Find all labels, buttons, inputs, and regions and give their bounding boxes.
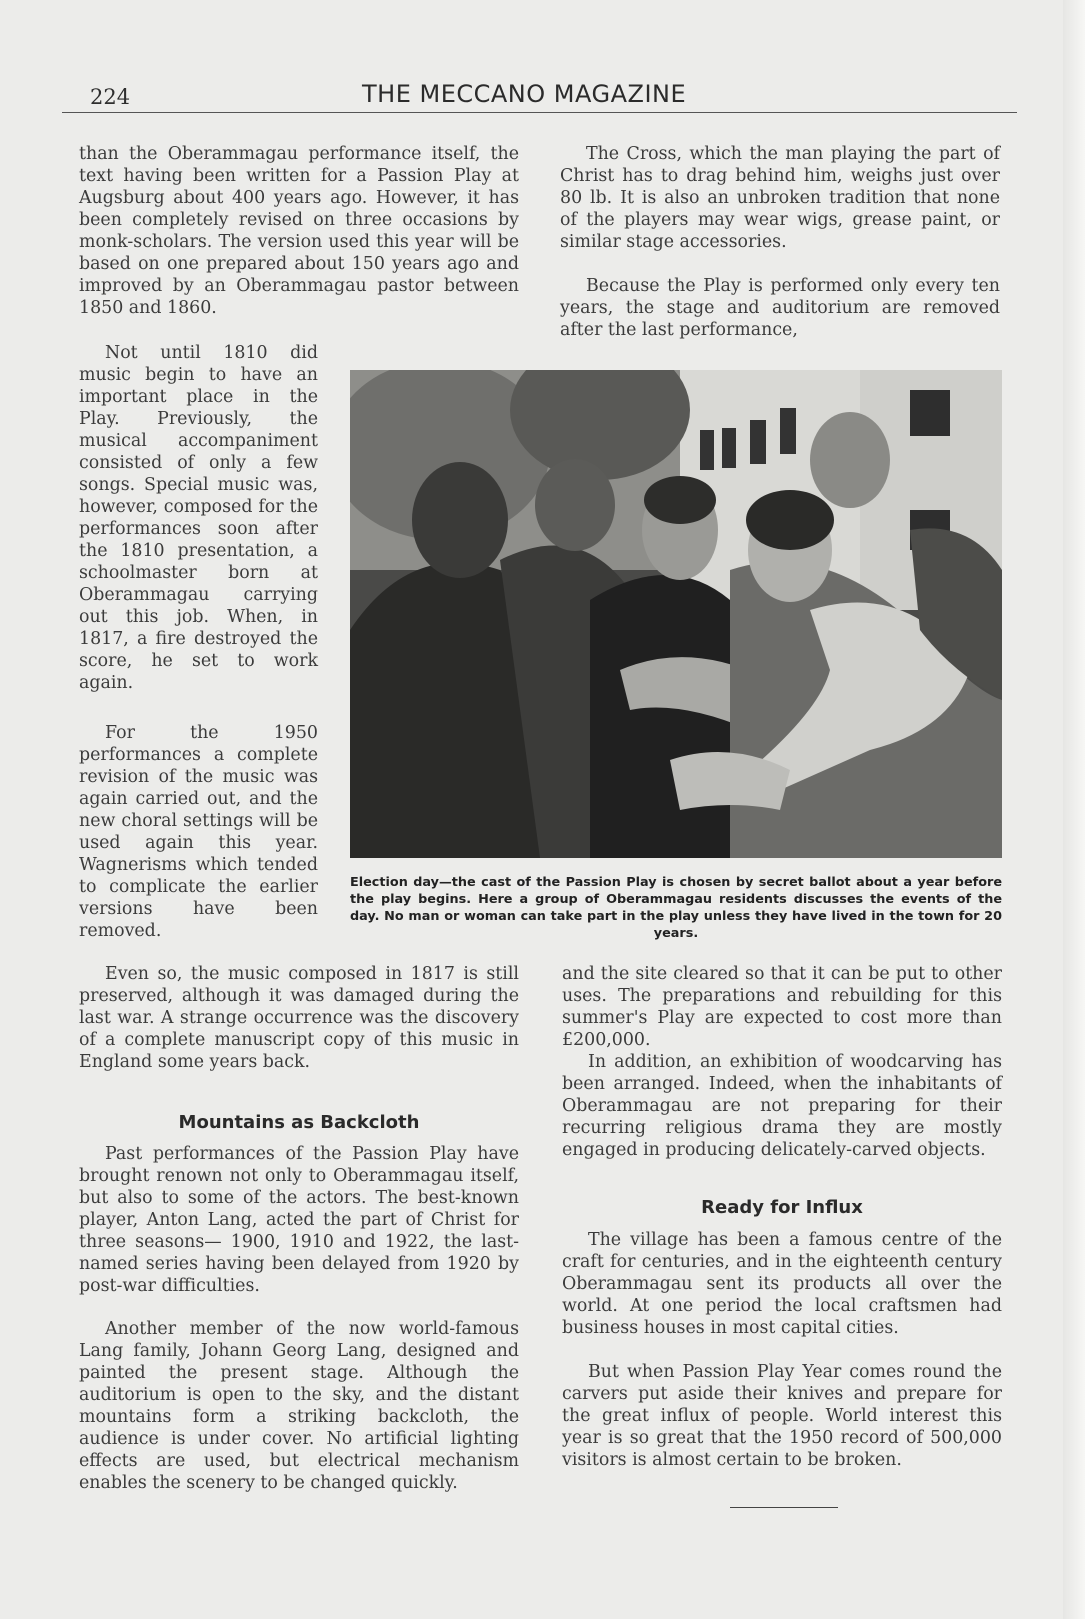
photograph-cast-election	[350, 370, 1002, 858]
photo-illustration	[350, 370, 1002, 858]
col1-paragraph-5: Another member of the now world-famous Lang family, Johann Georg Lang, designed and painted the present stage. Although the auditorium is open to the sky, and the distant mountains form a striking backcloth, the audience is under cover. No artificial lighting effects are used, but electrical mechanism enables the scenery to be changed quickly.	[79, 1319, 519, 1493]
header-rule	[62, 112, 1017, 113]
photo-caption: Election day—the cast of the Passion Play is chosen by secret ballot about a year before the play begins. Here a group of Oberammagau residents discusses the events of the day. No man or woman can take part in the play unless they have lived in the town for 20 years.	[350, 875, 1002, 941]
col1-paragraph-3: Even so, the music composed in 1817 is still preserved, although it was damaged during the last war. A strange occurrence was the discovery of a complete manuscript copy of this music in England some years back.	[79, 964, 519, 1072]
col2-paragraph-2: Because the Play is performed only every ten years, the stage and auditorium are removed after the last performance,	[560, 276, 1000, 340]
col1-paragraph-4: Past performances of the Passion Play have brought renown not only to Oberammagau itself, but also to some of the actors. The best-known player, Anton Lang, acted the part of Christ for three seasons— 1900, 1910 and 1922, the last-named series having been delayed from 1920 by post-war difficulties.	[79, 1144, 519, 1296]
magazine-title: THE MECCANO MAGAZINE	[362, 80, 687, 108]
page-number: 224	[90, 85, 131, 109]
subheading-mountains: Mountains as Backcloth	[178, 1112, 420, 1133]
col2-paragraph-5: The village has been a famous centre of the craft for centuries, and in the eighteenth century Oberammagau sent its products all over the world. At one period the local craftsmen had business houses in most capital cities.	[562, 1230, 1002, 1338]
col2-paragraph-1: The Cross, which the man playing the part of Christ has to drag behind him, weighs just over 80 lb. It is also an unbroken tradition that none of the players may wear wigs, grease paint, or similar stage accessories.	[560, 144, 1000, 252]
narrow-paragraph-2: For the 1950 performances a complete revision of the music was again carried out, and the new choral settings will be used again this year. Wagnerisms which tended to complicate the earlier versions have been removed.	[79, 723, 318, 941]
col2-paragraph-3: and the site cleared so that it can be put to other uses. The preparations and rebuilding for this summer's Play are expected to cost more than £200,000.	[562, 964, 1002, 1050]
col2-paragraph-6: But when Passion Play Year comes round the carvers put aside their knives and prepare for the great influx of people. World interest this year is so great that the 1950 record of 500,000 visitors is almost certain to be broken.	[562, 1362, 1002, 1470]
col2-paragraph-4: In addition, an exhibition of woodcarving has been arranged. Indeed, when the inhabitants of Oberammagau are not preparing for their recurring religious drama they are mostly engaged in producing delicately-carved objects.	[562, 1052, 1002, 1160]
page-edge	[1063, 0, 1085, 1619]
narrow-paragraph-1: Not until 1810 did music begin to have an important place in the Play. Previously, the musical accompaniment consisted of only a few songs. Special music was, however, composed for the performances soon after the 1810 presentation, a schoolmaster born at Oberammagau carrying out this job. When, in 1817, a fire destroyed the score, he set to work again.	[79, 343, 318, 693]
end-rule	[730, 1507, 838, 1508]
subheading-ready-for-influx: Ready for Influx	[701, 1197, 863, 1218]
col1-paragraph-1: than the Oberammagau performance itself, the text having been written for a Passion Play at Augsburg about 400 years ago. However, it has been completely revised on three occasions by monk-scholars. The version used this year will be based on one prepared about 150 years ago and improved by an Oberammagau pastor between 1850 and 1860.	[79, 144, 519, 318]
